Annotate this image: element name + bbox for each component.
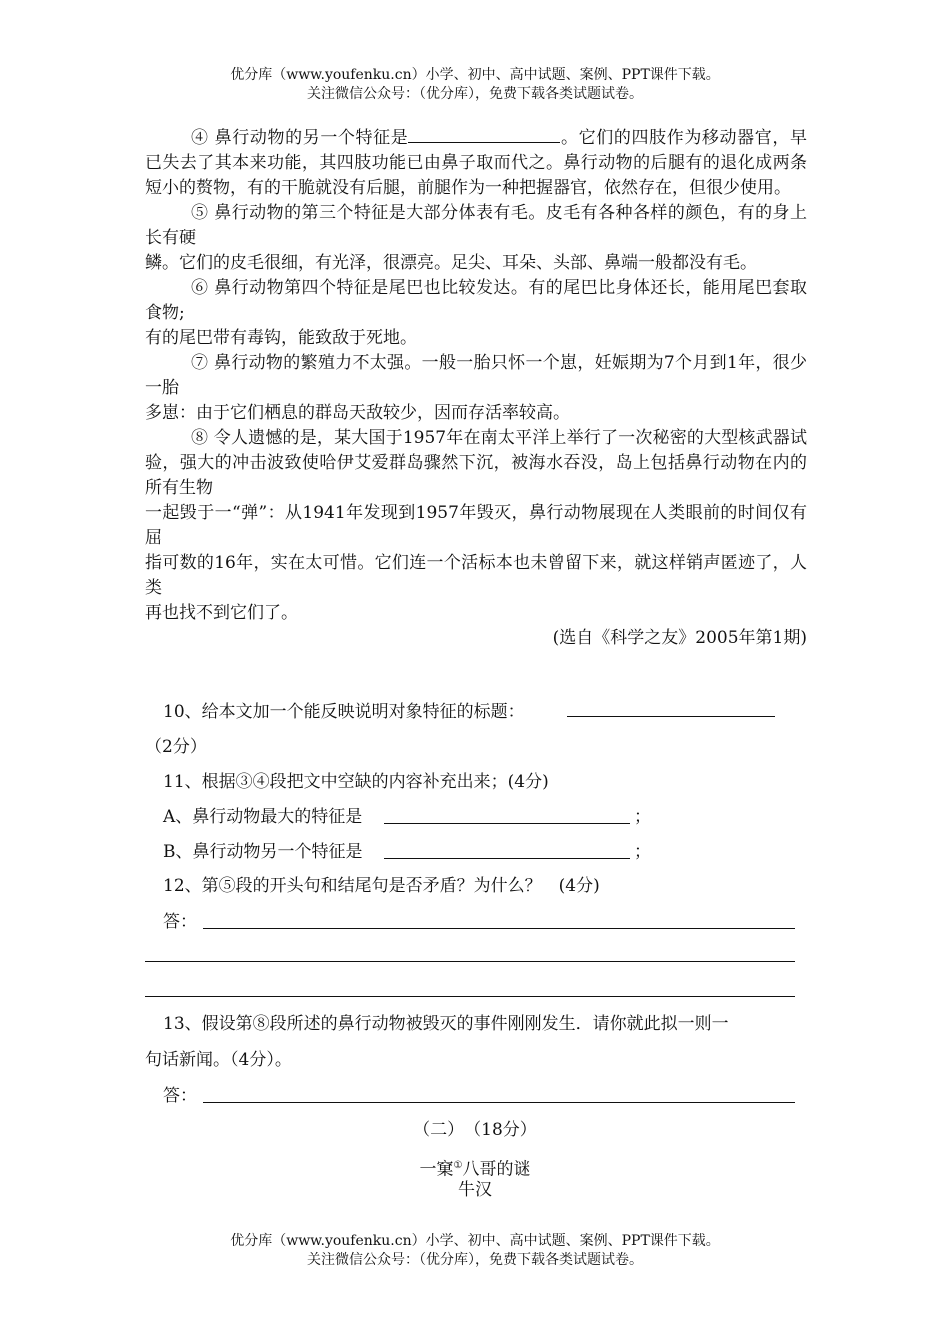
answer-line-12-3[interactable] (145, 996, 795, 997)
question-10-score: （2分） (145, 737, 207, 757)
paragraph-5: ⑤ 鼻行动物的第三个特征是大部分体表有毛。皮毛有各种各样的颜色，有的身上长有硬 鳞。它们的皮毛很细，有光泽，很漂亮。足尖、耳朵、头部、鼻端一般都没有毛。 (145, 203, 807, 273)
header-line-1: 优分库（www.youfenku.cn）小学、初中、高中试题、案例、PPT课件下载。 (230, 67, 720, 83)
question-13-line-2: 句话新闻。（4分）。 (145, 1050, 292, 1070)
next-article-author: 牛汉 (458, 1180, 492, 1200)
paragraph-6: ⑥ 鼻行动物第四个特征是尾巴也比较发达。有的尾巴比身体还长，能用尾巴套取食物; 有的尾巴带有毒钩，能致敌于死地。 (145, 278, 807, 348)
question-11-a: A、鼻行动物最大的特征是 (163, 807, 363, 827)
answer-line-12-1[interactable] (203, 928, 795, 929)
page-header (0, 66, 950, 104)
footnote-mark: ① (453, 1160, 463, 1171)
question-11-b: B、鼻行动物另一个特征是 (163, 842, 363, 862)
page-footer (0, 1232, 950, 1270)
answer-line-13[interactable] (203, 1102, 795, 1103)
paragraph-7: ⑦ 鼻行动物的繁殖力不太强。一般一胎只怀一个崽，妊娠期为7个月到1年，很少一胎 多崽：由于它们栖息的群岛天敌较少，因而存活率较高。 (145, 353, 807, 423)
section-heading: （二） （18分） (413, 1120, 537, 1140)
paragraph-4: ④ 鼻行动物的另一个特征是 。它们的四肢作为移动器官，早已失去了其本来功能，其四肢功能已由鼻子取而代之。鼻行动物的后腿有的退化成两条短小的赘物，有的干脆就没有后腿，前腿作为一种把握器官，依然存在，但很少使用。 (145, 124, 807, 201)
question-11-b-end: ； (634, 842, 651, 862)
footer-line-1: 优分库（www.youfenku.cn）小学、初中、高中试题、案例、PPT课件下载。 (230, 1233, 720, 1249)
answer-blank-10[interactable] (567, 716, 775, 717)
question-12: 12、第⑤段的开头句和结尾句是否矛盾？为什么？ (4分) (163, 876, 600, 896)
paragraph-8: ⑧ 令人遗憾的是，某大国于1957年在南太平洋上举行了一次秘密的大型核武器试验，强大的冲击波致使哈伊艾爱群岛骤然下沉，被海水吞没，岛上包括鼻行动物在内的所有生物 一起毁于一“弹”：从1941年发现到1957年毁灭，鼻行动物展现在人类眼前的时间仅有屈 指可数的16年，实在太可惜。它们连一个活标本也未曾留下来，就这样销声匿迹了，人类 再也找不到它们了。 (145, 428, 807, 623)
answer-blank-11b[interactable] (384, 858, 630, 859)
question-11-a-end: ； (634, 807, 651, 827)
question-11: 11、根据③④段把文中空缺的内容补充出来；(4分) (163, 772, 549, 792)
footer-line-2: 关注微信公众号：（优分库），免费下载各类试题试卷。 (307, 1252, 643, 1268)
paragraph-4-blank (408, 124, 560, 143)
answer-label-13: 答： (163, 1086, 197, 1106)
next-article-title: 一窠①八哥的谜 (419, 1159, 531, 1180)
question-10: 10、给本文加一个能反映说明对象特征的标题： (163, 702, 525, 722)
question-13-line-1: 13、假设第⑧段所述的鼻行动物被毁灭的事件刚刚发生．请你就此拟一则一 (163, 1014, 729, 1034)
answer-line-12-2[interactable] (145, 961, 795, 962)
answer-label-12: 答： (163, 912, 197, 932)
answer-blank-11a[interactable] (384, 823, 630, 824)
article-body (145, 124, 807, 651)
header-line-2: 关注微信公众号：（优分库），免费下载各类试题试卷。 (307, 86, 643, 102)
article-source: (选自《科学之友》2005年第1期) (552, 628, 807, 648)
